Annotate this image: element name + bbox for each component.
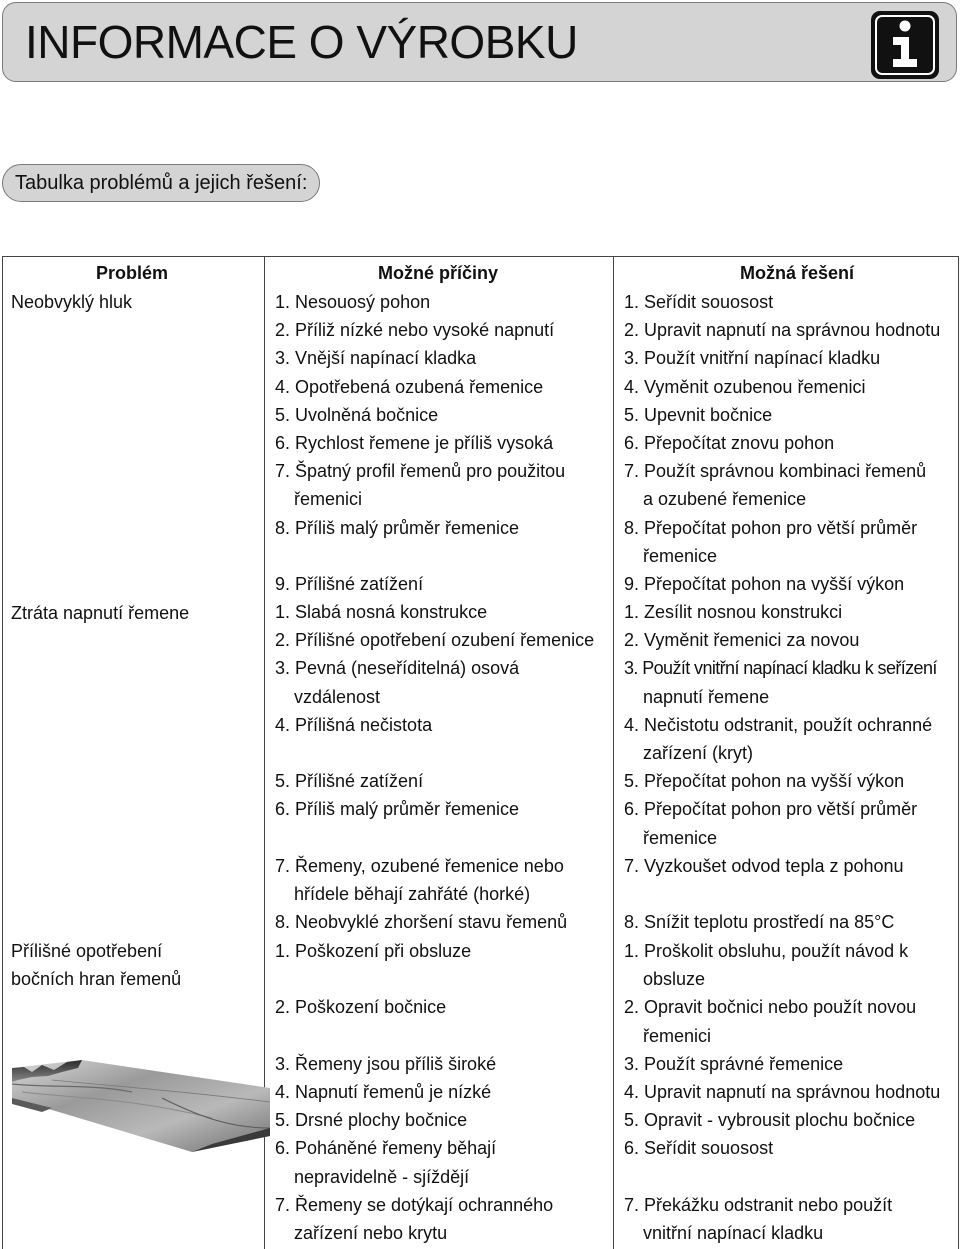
solution-item: 2. Vyměnit řemenici za novou [624,630,860,651]
cause-item: 4. Přílišná nečistota [275,714,433,735]
cause-item: 7. Špatný profil řemenů pro použitou [275,461,566,482]
cause-item: 5. Přílišné zatížení [275,771,424,792]
solution-item: 1. Proškolit obsluhu, použít návod k [624,941,909,961]
cause-item: 5. Drsné plochy bočnice [275,1110,468,1131]
cause-item: 9. Přílišné zatížení [275,573,424,594]
cause-item: 8. Neobvyklé zhoršení stavu řemenů [275,912,568,933]
cause-item: 7. Řemeny se dotýkají ochranného [275,1194,554,1215]
cause-item: 2. Příliž nízké nebo vysoké napnutí [275,320,555,341]
cause-item-continuation: nepravidelně - sjíždějí [294,1166,470,1187]
cause-item: 7. Řemeny, ozubené řemenice nebo [275,855,564,876]
solution-item: 5. Přepočítat pohon na vyšší výkon [624,771,905,792]
problem-text: Neobvyklý hluk [11,292,133,312]
solution-item: 8. Snížit teplotu prostředí na 85°C [624,912,895,933]
cause-spacer [275,542,565,570]
cause-item: 5. Uvolněná bočnice [275,404,439,425]
causes-cell [275,937,553,1247]
solution-spacer [624,880,937,908]
cause-spacer [275,739,594,767]
solutions-cell [624,288,940,598]
solution-item: 7. Použít správnou kombinaci řemenů [624,461,927,482]
cause-item: 6. Rychlost řemene je příliš vysoká [275,432,554,453]
column-header-solutions: Možná řešení [740,263,855,283]
solution-item: 4. Upravit napnutí na správnou hodnotu [624,1081,941,1102]
cause-item: 8. Příliš malý průměr řemenice [275,517,520,538]
solution-item: 3. Použít vnitřní napínací kladku [624,348,881,369]
problem-cell [11,599,189,627]
cause-item: 4. Opotřebená ozubená řemenice [275,376,544,397]
solution-item: 7. Překážku odstranit nebo použít [624,1194,893,1215]
table-left-border [2,256,3,1249]
table-right-border [958,256,959,1249]
cause-item-continuation: vzdálenost [294,686,381,707]
column-divider [613,256,614,1249]
solution-item: 6. Seřídit souosost [624,1138,774,1159]
solution-item: 9. Přepočítat pohon na vyšší výkon [624,573,905,594]
causes-cell [275,598,594,936]
solutions-cell [624,598,937,936]
cause-item: 2. Poškození bočnice [275,997,447,1018]
cause-spacer [275,1022,553,1050]
cause-item: 4. Napnutí řemenů je nízké [275,1081,492,1102]
solution-item: 4. Nečistotu odstranit, použít ochranné [624,714,933,735]
problem-text: bočních hran řemenů [11,969,182,990]
solution-item: 5. Upevnit bočnice [624,404,773,425]
cause-item: 2. Přílišné opotřebení ozubení řemenice [275,630,595,651]
cause-item: 6. Příliš malý průměr řemenice [275,799,520,820]
solution-item: 4. Vyměnit ozubenou řemenici [624,376,866,397]
cause-spacer [275,965,553,993]
problem-text: Přílišné opotřebení [11,941,163,961]
column-header-causes: Možné příčiny [378,263,499,283]
solution-item-continuation: řemenici [643,1025,712,1046]
solution-item-continuation: řemenice [643,827,718,848]
cause-item-continuation: hřídele běhají zahřáté (horké) [294,883,531,904]
cause-item: 6. Poháněné řemeny běhají [275,1138,497,1159]
solution-item: 5. Opravit - vybrousit plochu bočnice [624,1110,916,1131]
page-title: INFORMACE O VÝROBKU [25,16,578,68]
problem-cell [11,937,181,993]
solution-item: 1. Zesílit nosnou konstrukci [624,602,843,622]
solution-item: 8. Přepočítat pohon pro větší průměr [624,517,918,538]
section-title: Tabulka problémů a jejich řešení: [2,164,320,202]
solution-item: 2. Upravit napnutí na správnou hodnotu [624,320,941,341]
solution-item-continuation: napnutí řemene [643,686,770,707]
solution-item-continuation: obsluze [643,969,706,990]
cause-item: 3. Řemeny jsou příliš široké [275,1053,497,1074]
causes-cell [275,288,565,598]
cause-item: 1. Poškození při obsluze [275,941,472,961]
table-top-border [2,256,959,257]
solution-item-continuation: zařízení (kryt) [643,742,754,763]
solution-item-continuation: vnitřní napínací kladku [643,1222,824,1243]
solutions-cell [624,937,940,1247]
cause-item-continuation: zařízení nebo krytu [294,1222,448,1243]
solution-item: 2. Opravit bočnici nebo použít novou [624,997,917,1018]
solution-item: 3. Použít vnitřní napínací kladku k seřízení [624,658,937,679]
solution-spacer [624,1163,940,1191]
solution-item: 6. Přepočítat pohon pro větší průměr [624,799,918,820]
solution-item: 7. Vyzkoušet odvod tepla z pohonu [624,855,904,876]
solution-item-continuation: a ozubené řemenice [643,489,807,510]
solution-item-continuation: řemenice [643,545,718,566]
worn-belt-photo [12,1058,270,1152]
solution-item: 3. Použít správné řemenice [624,1053,844,1074]
cause-spacer [275,824,594,852]
info-icon [869,9,941,81]
cause-item: 1. Slabá nosná konstrukce [275,602,488,622]
problem-text: Ztráta napnutí řemene [11,603,190,623]
column-header-problem: Problém [96,263,169,283]
cause-item-continuation: řemenici [294,489,363,510]
solution-item: 1. Seřídit souosost [624,292,774,312]
cause-item: 1. Nesouosý pohon [275,292,431,312]
cause-item: 3. Vnější napínací kladka [275,348,477,369]
problem-cell [11,288,132,316]
solution-item: 6. Přepočítat znovu pohon [624,432,835,453]
cause-item: 3. Pevná (neseříditelná) osová [275,658,520,679]
page-header [2,2,957,82]
